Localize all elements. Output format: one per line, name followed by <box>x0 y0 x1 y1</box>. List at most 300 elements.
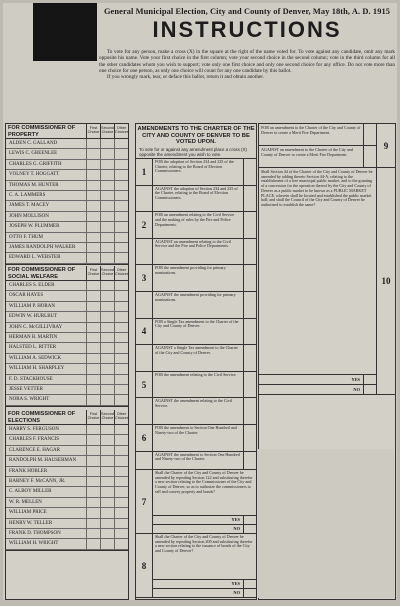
candidate-name: F. D. STACKHOUSE <box>9 376 53 382</box>
amendment-item <box>136 265 256 292</box>
other-choice-box[interactable] <box>114 395 128 404</box>
amendment-number <box>136 292 153 318</box>
section-header <box>6 410 128 425</box>
question-body <box>153 534 256 597</box>
first-choice-box[interactable] <box>86 487 100 496</box>
candidate-row <box>6 291 128 301</box>
other-choice-head: Other Choices <box>114 410 128 424</box>
vote-box[interactable] <box>243 372 256 398</box>
candidate-row <box>6 243 128 253</box>
first-choice-box[interactable] <box>86 201 100 210</box>
other-choice-box[interactable] <box>114 312 128 321</box>
other-choice-box[interactable] <box>114 253 128 262</box>
candidate-name: RANDOLPH M. HAUSERMAN <box>9 458 77 464</box>
amendment-number: 6 <box>136 425 153 451</box>
amendment-10-number: 10 <box>376 168 395 394</box>
yes-row <box>153 579 256 588</box>
candidate-name: JOHN MOLLISON <box>9 213 49 219</box>
other-choice-box[interactable] <box>114 333 128 342</box>
other-choice-box[interactable] <box>114 233 128 242</box>
amendment-text: AGAINST the amendment providing for primary nominations. <box>155 291 236 302</box>
elections-section <box>6 410 128 551</box>
candidate-row <box>6 477 128 487</box>
other-choice-box[interactable] <box>114 191 128 200</box>
candidate-name: CHARLES G. GRIFFITH <box>9 161 62 167</box>
amendment-9-for: FOR an amendment to the Charter of the City and County of Denver to create a Merit Fire Department. <box>259 124 363 146</box>
other-choice-box[interactable] <box>114 291 128 300</box>
instructions-heading: INSTRUCTIONS <box>152 17 342 42</box>
candidate-name: FRANK HOBLER <box>9 468 48 474</box>
candidate-row <box>6 253 128 263</box>
amendment-number <box>136 398 153 424</box>
candidate-name: JAMES RANDOLPH WALKER <box>9 244 76 250</box>
no-row <box>153 588 256 597</box>
second-choice-box[interactable] <box>100 498 114 507</box>
first-choice-box[interactable] <box>86 243 100 252</box>
second-choice-box[interactable] <box>100 467 114 476</box>
second-choice-box[interactable] <box>100 281 114 290</box>
other-choice-box[interactable] <box>114 364 128 373</box>
amendment-number <box>136 186 153 212</box>
candidate-name: WILLIAM PRICE <box>9 510 47 516</box>
candidate-name: HARRY S. FERGUSON <box>9 427 59 432</box>
candidate-name: WILLIAM P. HORAN <box>9 303 55 309</box>
vote-box[interactable] <box>243 186 256 212</box>
candidate-row <box>6 529 128 539</box>
other-choice-box[interactable] <box>114 498 128 507</box>
other-choice-box[interactable] <box>114 201 128 210</box>
no-row <box>153 524 256 533</box>
amendment-number: 1 <box>136 159 153 185</box>
section-header <box>6 266 128 281</box>
charter-question <box>136 534 256 598</box>
candidate-name: VOLNEY T. HOGGATT <box>9 172 60 178</box>
other-choice-head: Other Choices <box>114 266 128 280</box>
other-choice-box[interactable] <box>114 467 128 476</box>
candidate-row <box>6 191 128 201</box>
candidate-name: JOSEPH W. PLUMMER <box>9 224 60 230</box>
second-choice-box[interactable] <box>100 170 114 179</box>
first-choice-head: First Choice <box>86 410 100 424</box>
second-choice-box[interactable] <box>100 323 114 332</box>
first-choice-box[interactable] <box>86 333 100 342</box>
second-choice-head: Second Choice <box>100 410 114 424</box>
candidate-row <box>6 170 128 180</box>
second-choice-box[interactable] <box>100 375 114 384</box>
first-choice-box[interactable] <box>86 354 100 363</box>
amendment-list <box>136 159 256 478</box>
no-label: NO <box>353 387 360 392</box>
property-title: FOR COMMISSIONER OF PROPERTY <box>8 125 76 138</box>
other-choice-box[interactable] <box>114 519 128 528</box>
welfare-candidates <box>6 281 128 406</box>
candidate-row <box>6 233 128 243</box>
other-choice-box[interactable] <box>114 508 128 517</box>
second-choice-box[interactable] <box>100 385 114 394</box>
other-choice-box[interactable] <box>114 212 128 221</box>
first-choice-box[interactable] <box>86 395 100 404</box>
amendment-number: 2 <box>136 212 153 238</box>
first-choice-box[interactable] <box>86 291 100 300</box>
amendment-text: FOR the amendment relating to the Civil Service. <box>155 371 237 377</box>
vote-box[interactable] <box>243 345 256 371</box>
candidate-name: WILLIAM A. SEDWICK <box>9 355 62 361</box>
amendment-text: AGAINST the amendment relating to the Civil Service. <box>155 398 233 409</box>
other-choice-box[interactable] <box>114 435 128 444</box>
candidate-name: C. ALBOY MILLER <box>9 489 52 495</box>
yes-label: YES <box>231 517 240 522</box>
second-choice-box[interactable] <box>100 212 114 221</box>
yes-box[interactable] <box>243 516 256 524</box>
other-choice-box[interactable] <box>114 487 128 496</box>
welfare-title: FOR COMMISSIONER OF SOCIAL WELFARE <box>8 267 76 280</box>
second-choice-box[interactable] <box>100 364 114 373</box>
candidate-row <box>6 222 128 232</box>
other-choice-box[interactable] <box>114 170 128 179</box>
first-choice-box[interactable] <box>86 425 100 434</box>
amendment-item <box>136 398 256 425</box>
amendment-item <box>136 345 256 372</box>
amendment-number <box>136 239 153 265</box>
candidate-row <box>6 364 128 374</box>
candidate-row <box>6 508 128 518</box>
elections-candidates <box>6 425 128 550</box>
other-choice-box[interactable] <box>114 425 128 434</box>
yes-box[interactable] <box>243 580 256 588</box>
amendment-text: FOR an amendment relating to the Civil Service and the making of rules by the Fire and Police Departments. <box>155 212 235 227</box>
vote-box[interactable] <box>243 425 256 451</box>
vote-box[interactable] <box>364 124 376 146</box>
amendments-note: To vote for or against any amendment place a cross (X) opposite the amendment you wish to vote. <box>139 146 247 157</box>
second-choice-box[interactable] <box>100 201 114 210</box>
first-choice-box[interactable] <box>86 222 100 231</box>
second-choice-box[interactable] <box>100 160 114 169</box>
second-choice-head: Second Choice <box>100 266 114 280</box>
second-choice-head: Second Choice <box>100 124 114 138</box>
vote-box[interactable] <box>364 146 376 167</box>
second-choice-box[interactable] <box>100 519 114 528</box>
second-choice-box[interactable] <box>100 333 114 342</box>
first-choice-box[interactable] <box>86 312 100 321</box>
candidate-row <box>6 498 128 508</box>
charter-question-list <box>136 470 256 598</box>
second-choice-box[interactable] <box>100 529 114 538</box>
amendment-text: AGAINST a Single Tax amendment to the Charter of the City and County of Denver. <box>155 345 238 355</box>
candidate-row <box>6 467 128 477</box>
election-title: General Municipal Election, City and County of Denver, May 18th, A. D. 1915 <box>103 7 391 16</box>
candidate-name: JOHN C. McGILLIVRAY <box>9 324 63 330</box>
first-choice-box[interactable] <box>86 160 100 169</box>
other-choice-box[interactable] <box>114 222 128 231</box>
second-choice-box[interactable] <box>100 233 114 242</box>
other-choice-box[interactable] <box>114 343 128 352</box>
vote-box[interactable] <box>243 292 256 318</box>
amendment-item <box>136 319 256 346</box>
second-choice-box[interactable] <box>100 291 114 300</box>
amendment-text: AGAINST an amendment relating to the Civil Service and the Fire and Police Departments. <box>155 238 231 249</box>
elections-title: FOR COMMISSIONER OF ELECTIONS <box>8 411 76 424</box>
amendment-number <box>136 345 153 371</box>
amendment-item <box>136 186 256 213</box>
yes-row <box>259 374 376 384</box>
candidate-row <box>6 354 128 364</box>
candidate-name: CLARENCE E. HAGAR <box>9 447 60 453</box>
candidate-row <box>6 487 128 497</box>
second-choice-box[interactable] <box>100 435 114 444</box>
no-box[interactable] <box>363 385 376 394</box>
first-choice-box[interactable] <box>86 233 100 242</box>
second-choice-box[interactable] <box>100 343 114 352</box>
first-choice-head: First Choice <box>86 124 100 138</box>
candidate-row <box>6 425 128 435</box>
amendment-item <box>136 159 256 186</box>
amendment-9 <box>259 124 395 168</box>
candidate-row <box>6 281 128 291</box>
question-number: 7 <box>136 470 153 533</box>
first-choice-box[interactable] <box>86 181 100 190</box>
candidate-row <box>6 456 128 466</box>
second-choice-box[interactable] <box>100 253 114 262</box>
first-choice-box[interactable] <box>86 498 100 507</box>
first-choice-box[interactable] <box>86 364 100 373</box>
candidate-name: WILLIAM H. WRIGHT <box>9 541 59 547</box>
vote-box[interactable] <box>243 239 256 265</box>
no-box[interactable] <box>243 525 256 533</box>
second-choice-box[interactable] <box>100 181 114 190</box>
instructions-paragraph: To vote for any person, make a cross (X) in the square at the right of the name voted for. To vote against any candidate, omit any mark opposite his name. Vote your first choice in the first column; vote your second choice in the second column; vote in the third column for all the other candidates whom you wish to support; vote only one first choice and only one second choice for any office. Do not vote more than one choice for one person, as only one choice will count for any one candidate by this ballot. <box>99 49 395 74</box>
candidate-row <box>6 212 128 222</box>
candidate-row <box>6 149 128 159</box>
candidate-row <box>6 539 128 549</box>
charter-questions <box>135 469 257 600</box>
second-choice-box[interactable] <box>100 312 114 321</box>
first-choice-box[interactable] <box>86 477 100 486</box>
candidate-row <box>6 312 128 322</box>
other-choice-box[interactable] <box>114 139 128 148</box>
blank-area <box>258 449 394 598</box>
other-choice-box[interactable] <box>114 385 128 394</box>
second-choice-box[interactable] <box>100 539 114 548</box>
yes-row <box>153 515 256 524</box>
other-choice-box[interactable] <box>114 456 128 465</box>
amendment-number: 4 <box>136 319 153 345</box>
no-row <box>259 384 376 394</box>
amendment-number: 3 <box>136 265 153 291</box>
first-choice-box[interactable] <box>86 529 100 538</box>
candidate-row <box>6 446 128 456</box>
yes-label: YES <box>351 377 360 382</box>
amendment-text: FOR the amendment to Section One Hundred and Ninety-two of the Charter. <box>155 424 237 435</box>
candidate-row <box>6 385 128 395</box>
amendment-item <box>136 239 256 266</box>
amendment-item <box>136 292 256 319</box>
question-body <box>153 470 256 533</box>
first-choice-box[interactable] <box>86 253 100 262</box>
second-choice-box[interactable] <box>100 139 114 148</box>
first-choice-box[interactable] <box>86 212 100 221</box>
vote-box[interactable] <box>243 159 256 185</box>
second-choice-box[interactable] <box>100 425 114 434</box>
first-choice-box[interactable] <box>86 467 100 476</box>
amendment-9-against: AGAINST an amendment to the Charter of the City and County of Denver to create a Merit Fire Department. <box>261 147 353 157</box>
candidate-row <box>6 435 128 445</box>
candidate-row <box>6 323 128 333</box>
amendment-number: 5 <box>136 372 153 398</box>
other-choice-box[interactable] <box>114 375 128 384</box>
question-text: Shall the Charter of the City and County of Denver be amended by repealing Section 122 and substituting therefor a new section relating to the Commissioner of the City and County of Denver, so as to authorize the commissioners to sell and convey property and bonds? <box>155 470 253 494</box>
amendment-item <box>136 425 256 452</box>
other-choice-box[interactable] <box>114 477 128 486</box>
candidate-name: OTTO F. THUM <box>9 234 44 240</box>
first-choice-box[interactable] <box>86 375 100 384</box>
other-choice-head: Other Choices <box>114 124 128 138</box>
first-choice-box[interactable] <box>86 435 100 444</box>
candidate-name: WILLIAM H. SHARPLEY <box>9 366 65 372</box>
second-choice-box[interactable] <box>100 487 114 496</box>
candidate-name: EDWIN W. HURLBUT <box>9 314 58 320</box>
first-choice-box[interactable] <box>86 170 100 179</box>
amendments-title: AMENDMENTS TO THE CHARTER OF THE CITY AND COUNTY OF DENVER TO BE VOTED UPON. <box>137 126 255 146</box>
candidate-row <box>6 201 128 211</box>
other-choice-box[interactable] <box>114 302 128 311</box>
yes-box[interactable] <box>363 375 376 384</box>
other-choice-box[interactable] <box>114 149 128 158</box>
vote-box[interactable] <box>243 265 256 291</box>
other-choice-box[interactable] <box>114 529 128 538</box>
amendment-9-boxes <box>363 124 376 167</box>
candidate-name: C. A. LAMMERS <box>9 192 46 198</box>
second-choice-box[interactable] <box>100 149 114 158</box>
first-choice-box[interactable] <box>86 323 100 332</box>
amendment-10 <box>259 168 395 395</box>
other-choice-box[interactable] <box>114 323 128 332</box>
ballot-stub <box>33 3 97 61</box>
candidate-row <box>6 375 128 385</box>
amendments-header <box>136 124 256 159</box>
candidate-row <box>6 519 128 529</box>
second-choice-box[interactable] <box>100 243 114 252</box>
candidate-row <box>6 181 128 191</box>
amendment-9-options <box>259 124 363 167</box>
other-choice-box[interactable] <box>114 281 128 290</box>
first-choice-head: First Choice <box>86 266 100 280</box>
other-choice-box[interactable] <box>114 354 128 363</box>
candidate-row <box>6 395 128 405</box>
amendment-9-number: 9 <box>376 124 395 167</box>
candidate-name: W. R. MELLEN <box>9 499 42 505</box>
candidate-name: OSCAR HAYES <box>9 293 44 299</box>
candidate-name: CHARLES F. FRANCIS <box>9 437 60 443</box>
first-choice-box[interactable] <box>86 343 100 352</box>
ballot-page <box>3 3 397 600</box>
first-choice-box[interactable] <box>86 508 100 517</box>
candidate-name: BARNEY F. McCANN, JR. <box>9 478 66 484</box>
candidate-row <box>6 302 128 312</box>
vote-box[interactable] <box>243 212 256 238</box>
welfare-section <box>6 266 128 407</box>
question-text: Shall the Charter of the City and County of Denver be amended by repealing Section 200 and substituting therefor a new section relating to the issuance of bonds of the City and County of Denver? <box>155 534 253 554</box>
candidate-row <box>6 333 128 343</box>
first-choice-box[interactable] <box>86 149 100 158</box>
amendment-text: FOR a Single Tax amendment to the Charter of the City and County of Denver. <box>155 318 239 329</box>
candidate-name: EDWARD L. WEBSTER <box>9 255 61 261</box>
section-header <box>6 124 128 139</box>
other-choice-box[interactable] <box>114 539 128 548</box>
instructions-paragraph: If you wrongly mark, tear, or deface this ballot, return it and obtain another. <box>107 74 264 81</box>
first-choice-box[interactable] <box>86 191 100 200</box>
candidate-name: HENRY W. TELLER <box>9 520 53 526</box>
candidate-name: THOMAS M. HUNTER <box>9 182 59 188</box>
property-candidates <box>6 139 128 264</box>
candidate-row <box>6 160 128 170</box>
amendment-text: AGAINST the adoption of Section 234 and 235 of the Charter, relating to the Board of Election Commissioners. <box>155 185 238 200</box>
commissioner-column <box>5 123 129 600</box>
candidate-row <box>6 343 128 353</box>
candidate-name: ALDEN C. GALLAND <box>9 141 58 146</box>
candidate-row <box>6 139 128 149</box>
first-choice-box[interactable] <box>86 456 100 465</box>
amendment-text: FOR the amendment providing for primary nominations. <box>155 265 226 276</box>
second-choice-box[interactable] <box>100 477 114 486</box>
instructions-text <box>99 49 395 80</box>
amendment-item <box>136 212 256 239</box>
first-choice-box[interactable] <box>86 446 100 455</box>
amendment-item <box>136 372 256 399</box>
first-choice-box[interactable] <box>86 519 100 528</box>
candidate-name: CHARLES S. ELDER <box>9 283 55 288</box>
candidate-name: FRANK D. THOMPSON <box>9 530 61 536</box>
other-choice-box[interactable] <box>114 160 128 169</box>
second-choice-box[interactable] <box>100 191 114 200</box>
vote-box[interactable] <box>243 319 256 345</box>
other-choice-box[interactable] <box>114 446 128 455</box>
charter-question <box>136 470 256 534</box>
question-number: 8 <box>136 534 153 597</box>
second-choice-box[interactable] <box>100 395 114 404</box>
second-choice-box[interactable] <box>100 354 114 363</box>
second-choice-box[interactable] <box>100 508 114 517</box>
other-choice-box[interactable] <box>114 243 128 252</box>
other-choice-box[interactable] <box>114 181 128 190</box>
no-label: NO <box>233 526 240 531</box>
amendments-section <box>135 123 257 470</box>
second-choice-box[interactable] <box>100 446 114 455</box>
candidate-name: JAMES T. MACEY <box>9 203 50 209</box>
second-choice-box[interactable] <box>100 302 114 311</box>
first-choice-box[interactable] <box>86 302 100 311</box>
amendment-10-body <box>259 168 376 394</box>
first-choice-box[interactable] <box>86 139 100 148</box>
yes-label: YES <box>231 581 240 586</box>
amendment-text: AGAINST the amendment to Section One Hundred and Ninety-two of the Charter. <box>155 451 240 462</box>
candidate-name: JESSE VETTER <box>9 386 43 392</box>
vote-box[interactable] <box>243 398 256 424</box>
second-choice-box[interactable] <box>100 456 114 465</box>
property-section <box>6 124 128 265</box>
first-choice-box[interactable] <box>86 385 100 394</box>
candidate-name: NORA S. WRIGHT <box>9 397 50 403</box>
candidate-name: HALSTED L. RITTER <box>9 345 57 351</box>
first-choice-box[interactable] <box>86 539 100 548</box>
amendment-text: FOR the adoption of Section 234 and 235 of the Charter, relating to the Board of Election Commissioners. <box>155 159 234 174</box>
candidate-name: HERMAN B. MARTIN <box>9 334 58 340</box>
second-choice-box[interactable] <box>100 222 114 231</box>
candidate-name: LEWIS C. GREENLEE <box>9 151 58 157</box>
first-choice-box[interactable] <box>86 281 100 290</box>
no-label: NO <box>233 590 240 595</box>
no-box[interactable] <box>243 589 256 597</box>
amendment-10-text: Shall Section 44 of the Charter of the City and County of Denver be amended by adding thereto Section 44-A, relating to the establishment of a free municipal public market, and to the granting of a concession for the operation thereof by the City and County of Denver as a public market to be known as a PUBLIC MARKET PLACE, wherein shall be located and established the public market hall; and shall the Council of the City and County of Denver be authorized to establish the same? <box>261 169 373 207</box>
